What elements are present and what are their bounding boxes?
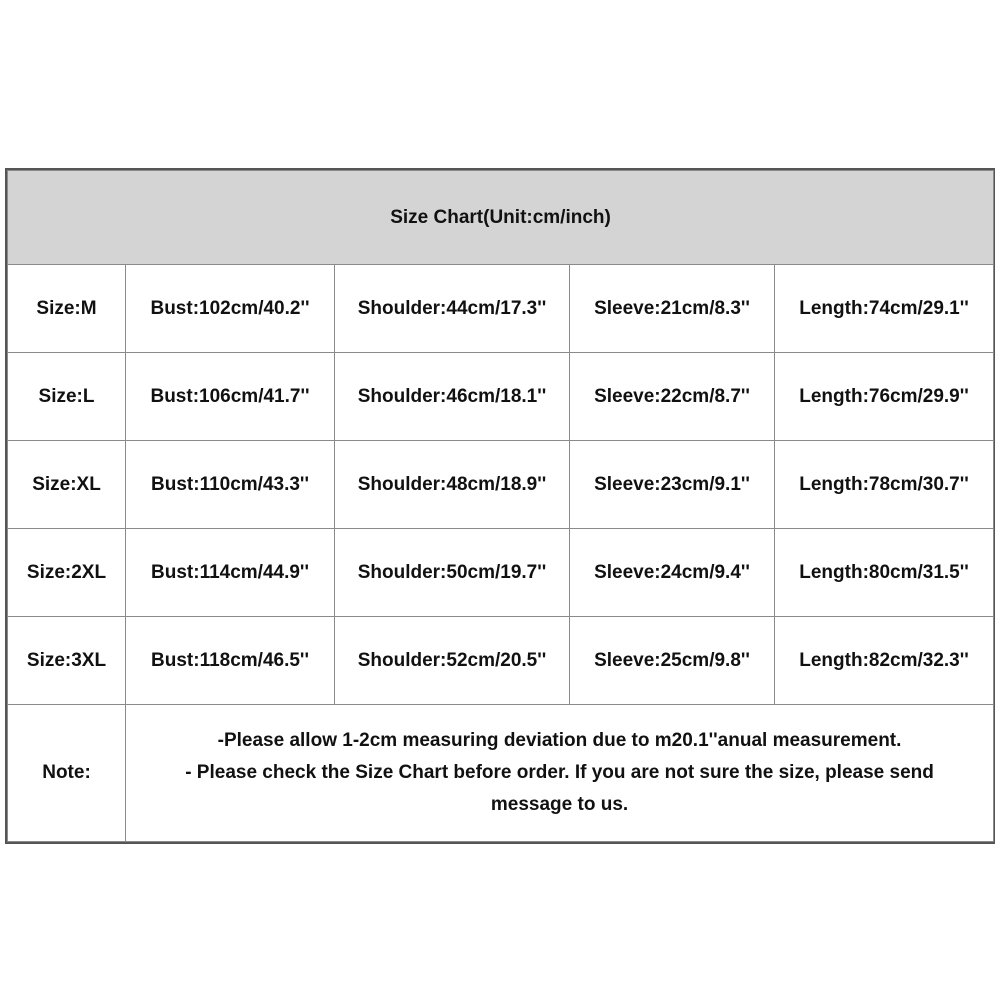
length-cell: Length:76cm/29.9'' [775,353,994,441]
length-cell: Length:82cm/32.3'' [775,617,994,705]
bust-cell: Bust:102cm/40.2'' [126,265,335,353]
bust-cell: Bust:110cm/43.3'' [126,441,335,529]
table-row [8,265,994,353]
sleeve-cell: Sleeve:24cm/9.4'' [570,529,775,617]
size-cell: Size:M [8,265,126,353]
note-body [126,705,994,842]
shoulder-cell: Shoulder:44cm/17.3'' [335,265,570,353]
sleeve-cell: Sleeve:22cm/8.7'' [570,353,775,441]
note-line-deviation: -Please allow 1-2cm measuring deviation due to m20.1''anual measurement. [217,730,902,751]
table-row [8,529,994,617]
shoulder-cell: Shoulder:52cm/20.5'' [335,617,570,705]
size-cell: Size:3XL [8,617,126,705]
bust-cell: Bust:114cm/44.9'' [126,529,335,617]
size-cell: Size:2XL [8,529,126,617]
length-cell: Length:78cm/30.7'' [775,441,994,529]
shoulder-cell: Shoulder:48cm/18.9'' [335,441,570,529]
note-label: Note: [8,705,126,842]
sleeve-cell: Sleeve:21cm/8.3'' [570,265,775,353]
length-cell: Length:74cm/29.1'' [775,265,994,353]
bust-cell: Bust:106cm/41.7'' [126,353,335,441]
length-cell: Length:80cm/31.5'' [775,529,994,617]
table-row [8,441,994,529]
shoulder-cell: Shoulder:46cm/18.1'' [335,353,570,441]
sleeve-cell: Sleeve:23cm/9.1'' [570,441,775,529]
shoulder-cell: Shoulder:50cm/19.7'' [335,529,570,617]
note-row [8,705,994,842]
table-row [8,617,994,705]
chart-title: Size Chart(Unit:cm/inch) [8,171,994,265]
sleeve-cell: Sleeve:25cm/9.8'' [570,617,775,705]
size-chart-table [5,168,995,844]
size-cell: Size:XL [8,441,126,529]
bust-cell: Bust:118cm/46.5'' [126,617,335,705]
title-row [8,171,994,265]
size-cell: Size:L [8,353,126,441]
table-row [8,353,994,441]
note-line-check-chart: - Please check the Size Chart before order. If you are not sure the size, please send message to us. [185,762,934,815]
